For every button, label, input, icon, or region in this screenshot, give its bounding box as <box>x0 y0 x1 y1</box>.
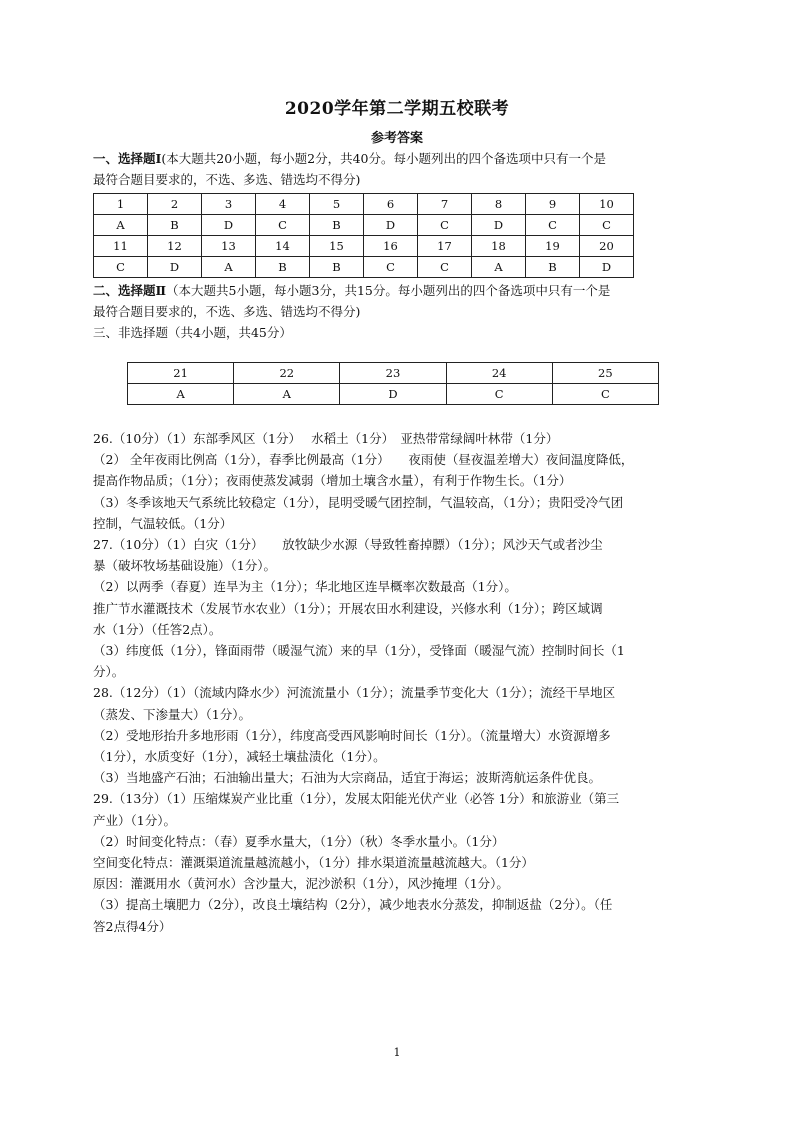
table-cell: 18 <box>472 236 526 257</box>
table-cell: D <box>202 215 256 236</box>
table-cell: B <box>310 257 364 278</box>
table-row <box>94 194 634 215</box>
answer-body <box>93 428 699 937</box>
table-cell: D <box>364 215 418 236</box>
section-1-instructions <box>93 148 699 190</box>
table-cell: A <box>234 384 340 405</box>
table-cell: C <box>580 215 634 236</box>
table-cell: A <box>128 384 234 405</box>
table-cell: C <box>256 215 310 236</box>
table-cell: 24 <box>446 363 552 384</box>
table-cell: A <box>472 257 526 278</box>
answer-line: （1分），水质变好（1分），减轻土壤盐渍化（1分）。 <box>93 749 386 765</box>
section-2-heading: 二、选择题Ⅱ <box>93 283 167 298</box>
table-cell: 4 <box>256 194 310 215</box>
table-cell: 21 <box>128 363 234 384</box>
table-cell: 2 <box>148 194 202 215</box>
section-2-text: （本大题共5小题，每小题3分，共15分。每小题列出的四个备选项中只有一个是 <box>166 283 611 298</box>
answer-line: 空间变化特点：灌溉渠道流量越流越小，（1分）排水渠道流量越流越大。（1分） <box>93 855 534 871</box>
answer-line: 27.（10分）（1）白灾（1分） 放牧缺少水源（导致牲畜掉膘）（1分）；风沙天气或者沙尘 <box>93 537 603 553</box>
table-cell: D <box>472 215 526 236</box>
section-3-heading: 三、非选择题（共4小题，共45分） <box>93 325 292 340</box>
table-cell: 1 <box>94 194 148 215</box>
table-cell: 10 <box>580 194 634 215</box>
table-cell: 16 <box>364 236 418 257</box>
answer-line: 分）。 <box>93 664 125 680</box>
answer-line: （蒸发、下渗量大）（1分）。 <box>93 706 251 722</box>
answer-line: 26.（10分）（1）东部季风区（1分） 水稻土（1分） 亚热带常绿阔叶林带（1分） <box>93 431 559 446</box>
table-cell: 23 <box>340 363 446 384</box>
table-cell: 5 <box>310 194 364 215</box>
table-cell: C <box>364 257 418 278</box>
answer-line: 原因：灌溉用水（黄河水）含沙量大，泥沙淤积（1分），风沙掩埋（1分）。 <box>93 876 509 892</box>
page-number: 1 <box>393 1046 401 1059</box>
table-cell: B <box>526 257 580 278</box>
answer-line: 推广节水灌溉技术（发展节水农业）（1分）；开展农田水利建设，兴修水利（1分）；跨区域调 <box>93 600 603 616</box>
answer-line: （3）冬季该地天气系统比较稳定（1分），昆明受暖气团控制，气温较高，（1分）；贵阳受冷气团 <box>93 494 624 510</box>
answer-line: （2）以两季（春夏）连旱为主（1分）；华北地区连旱概率次数最高（1分）。 <box>93 579 517 595</box>
table-cell: C <box>446 384 552 405</box>
section-1-text: (本大题共20小题，每小题2分，共40分。每小题列出的四个备选项中只有一个是 <box>161 151 607 166</box>
table-row <box>128 363 659 384</box>
answer-line: （3）当地盛产石油；石油输出量大；石油为大宗商品，适宜于海运；波斯湾航运条件优良。 <box>93 770 601 786</box>
answer-line: （3）纬度低（1分），锋面雨带（暖湿气流）来的早（1分），受锋面（暖湿气流）控制时间长（1 <box>93 643 625 659</box>
table-cell: 13 <box>202 236 256 257</box>
table-cell: C <box>94 257 148 278</box>
table-cell: 9 <box>526 194 580 215</box>
table-cell: A <box>94 215 148 236</box>
table-row <box>94 236 634 257</box>
table-cell: B <box>310 215 364 236</box>
answer-line: 控制，气温较低。（1分） <box>93 515 233 531</box>
table-cell: 6 <box>364 194 418 215</box>
answer-table-2 <box>127 362 659 405</box>
section-1-text-line2: 最符合题目要求的，不选、多选、错选均不得分) <box>93 172 361 187</box>
table-cell: 25 <box>552 363 658 384</box>
answer-line: （2）受地形抬升多地形雨（1分），纬度高受西风影响时间长（1分）。（流量增大）水资源增多 <box>93 727 611 743</box>
answer-line: 产业）（1分）。 <box>93 812 176 828</box>
section-2-text-line2: 最符合题目要求的，不选、多选、错选均不得分) <box>93 304 361 319</box>
table-cell: C <box>526 215 580 236</box>
table-cell: 20 <box>580 236 634 257</box>
answer-line: 水（1分）（任答2点）。 <box>93 621 222 637</box>
answer-line: 29.（13分）（1）压缩煤炭产业比重（1分），发展太阳能光伏产业（必答 1分）和旅游业（第三 <box>93 791 620 807</box>
table-cell: 22 <box>234 363 340 384</box>
answer-line: 暴（破坏牧场基础设施）（1分）。 <box>93 558 276 574</box>
table-cell: B <box>256 257 310 278</box>
table-cell: D <box>148 257 202 278</box>
table-cell: 11 <box>94 236 148 257</box>
table-row <box>128 384 659 405</box>
answer-line: （2）时间变化特点：（春）夏季水量大，（1分）（秋）冬季水量小。（1分） <box>93 833 505 849</box>
table-row <box>94 257 634 278</box>
answer-line: 28.（12分）（1）（流域内降水少）河流流量小（1分）；流量季节变化大（1分）；流经干旱地区 <box>93 685 616 701</box>
section-2-instructions <box>93 280 699 343</box>
table-cell: C <box>552 384 658 405</box>
table-cell: B <box>148 215 202 236</box>
table-cell: 17 <box>418 236 472 257</box>
table-cell: D <box>340 384 446 405</box>
table-cell: 8 <box>472 194 526 215</box>
section-1-heading: 一、选择题Ⅰ <box>93 151 162 166</box>
table-cell: 15 <box>310 236 364 257</box>
table-cell: 7 <box>418 194 472 215</box>
page-subtitle: 参考答案 <box>370 131 423 146</box>
answer-line: 答2点得4分） <box>93 918 172 934</box>
table-cell: 12 <box>148 236 202 257</box>
table-cell: 14 <box>256 236 310 257</box>
table-cell: A <box>202 257 256 278</box>
table-row <box>94 215 634 236</box>
table-cell: C <box>418 215 472 236</box>
table-cell: 3 <box>202 194 256 215</box>
table-cell: C <box>418 257 472 278</box>
table-cell: 19 <box>526 236 580 257</box>
answer-line: （3）提高土壤肥力（2分），改良土壤结构（2分），减少地表水分蒸发，抑制返盐（2分）。（任 <box>93 897 613 913</box>
table-cell: D <box>580 257 634 278</box>
answer-line: 提高作物品质；（1分）；夜雨使蒸发减弱（增加土壤含水量），有利于作物生长。（1分） <box>93 473 572 489</box>
answer-line: （2） 全年夜雨比例高（1分），春季比例最高（1分） 夜雨使（昼夜温差增大）夜间温度降低， <box>93 452 634 468</box>
answer-table-1 <box>93 193 634 278</box>
page-title: 2020学年第二学期五校联考 <box>284 99 510 119</box>
